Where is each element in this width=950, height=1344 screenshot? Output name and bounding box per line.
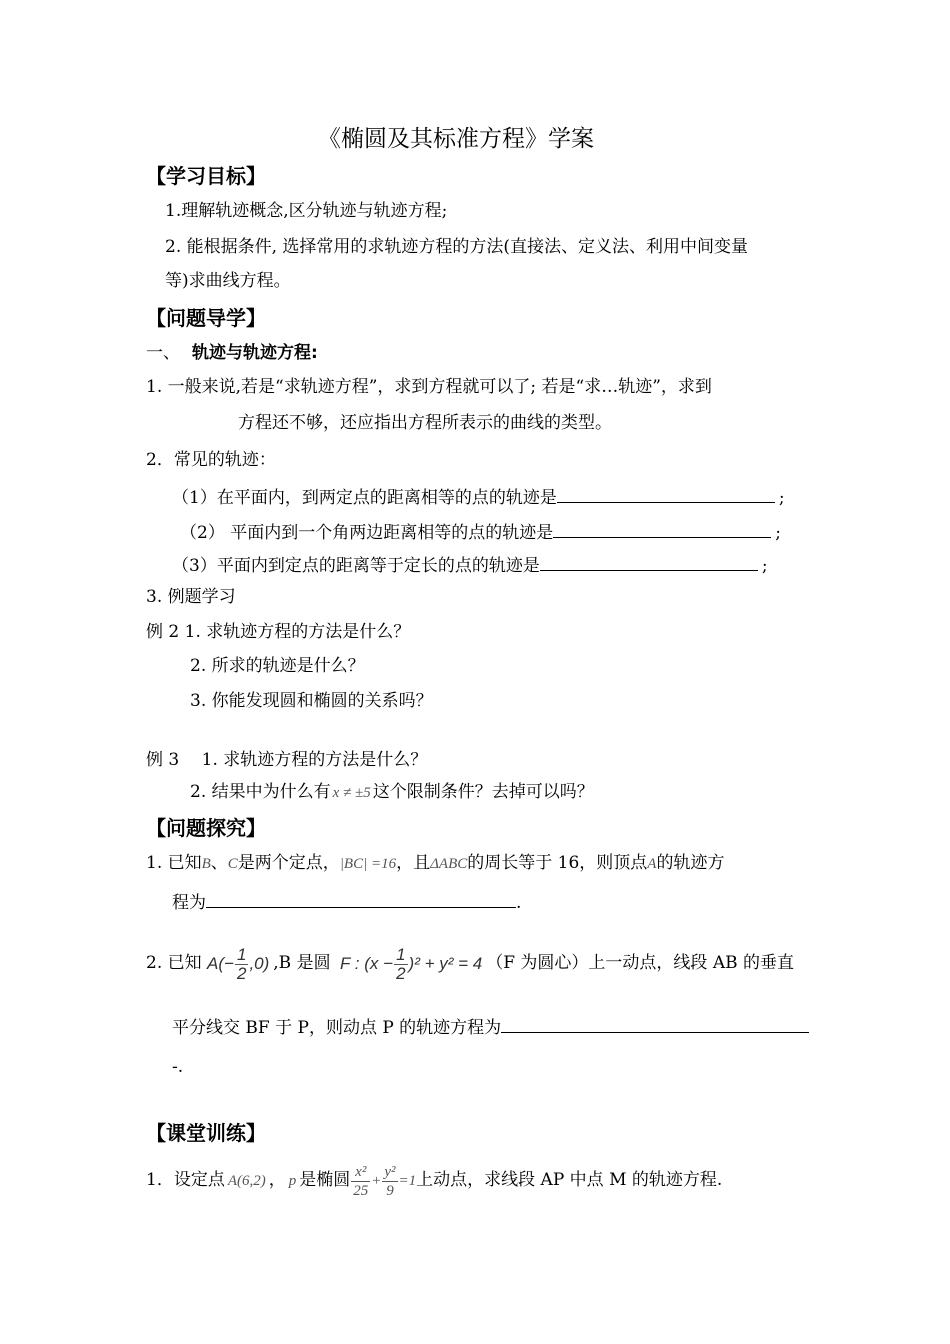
explore-question-2 xyxy=(146,943,794,984)
question-2 xyxy=(180,519,781,544)
math-condition: x ≠ ±5 xyxy=(332,785,371,801)
objective-item-2-line1: 2. 能根据条件, 选择常用的求轨迹方程的方法(直接法、定义法、利用中间变量 xyxy=(165,237,749,257)
fraction xyxy=(235,946,248,983)
question-2-text: （2） 平面内到一个角两边距离相等的点的轨迹是 xyxy=(180,523,554,543)
text: ， xyxy=(268,1170,286,1190)
math-p: p xyxy=(288,1173,297,1189)
answer-blank-1[interactable] xyxy=(557,484,775,503)
paragraph-1-line1: 1. 一般来说,若是“求轨迹方程”，求到方程就可以了; 若是“求…轨迹”，求到 xyxy=(146,377,712,397)
circle-F-formula xyxy=(340,944,482,984)
denominator: 2 xyxy=(236,963,247,983)
section-heading-practice: 【课堂训练】 xyxy=(146,1121,266,1145)
text: ,B 是圆 xyxy=(273,953,331,973)
fraction-x xyxy=(351,1163,370,1200)
example-2-q1: 例 2 1. 求轨迹方程的方法是什么？ xyxy=(146,622,411,642)
section-heading-guided: 【问题导学】 xyxy=(146,306,266,330)
period: . xyxy=(516,893,522,913)
equals: =1 xyxy=(398,1172,417,1189)
paragraph-2: 2．常见的轨迹： xyxy=(146,450,276,470)
math-point-A: A(6,2) xyxy=(227,1173,266,1189)
numerator: y² xyxy=(384,1163,396,1180)
semicolon: ; xyxy=(761,556,768,576)
text: 是两个定点， xyxy=(237,853,340,873)
ellipse-formula xyxy=(350,1159,416,1203)
plus: + xyxy=(371,1172,382,1189)
math-bc: |BC| =16 xyxy=(339,856,397,872)
text: 2. 已知 xyxy=(146,953,202,973)
math-A: A xyxy=(647,856,657,872)
point-A-formula xyxy=(207,944,269,984)
fraction-y xyxy=(382,1163,397,1200)
numerator: 1 xyxy=(396,944,406,964)
fraction xyxy=(394,946,407,983)
denominator: 9 xyxy=(386,1182,394,1199)
objective-item-2-line2: 等)求曲线方程。 xyxy=(165,271,291,291)
denominator: 25 xyxy=(353,1182,369,1199)
text: （F 为圆心）上一动点，线段 AB 的垂直 xyxy=(486,953,794,973)
semicolon: ; xyxy=(775,523,781,543)
denominator: 2 xyxy=(396,963,406,983)
subsection-number: 一、 xyxy=(146,343,180,363)
answer-blank-2[interactable] xyxy=(553,519,771,538)
section-heading-objectives: 【学习目标】 xyxy=(146,164,266,188)
numerator: 1 xyxy=(236,944,247,964)
example-2-q2: 2. 所求的轨迹是什么？ xyxy=(190,656,365,676)
answer-blank-4[interactable] xyxy=(206,889,516,908)
text: ，且 xyxy=(396,853,431,873)
objective-item-1: 1.理解轨迹概念,区分轨迹与轨迹方程; xyxy=(165,201,448,221)
subsection-title: 轨迹与轨迹方程: xyxy=(192,343,318,363)
text: A(− xyxy=(207,953,234,973)
example-3-q1: 例 3 1. 求轨迹方程的方法是什么？ xyxy=(146,750,428,770)
question-3-text: （3）平面内到定点的距离等于定长的点的轨迹是 xyxy=(172,556,540,576)
text: F : (x − xyxy=(340,953,394,973)
semicolon: ; xyxy=(778,488,785,508)
example-3-q2-text-b: 这个限制条件？去掉可以吗？ xyxy=(372,782,594,802)
text: )² + y² = 4 xyxy=(408,953,483,973)
paragraph-1-line2: 方程还不够，还应指出方程所表示的曲线的类型。 xyxy=(238,413,612,433)
example-3-q2-text-a: 2. 结果中为什么有 xyxy=(190,782,331,802)
question-1 xyxy=(172,484,785,509)
numerator: x² xyxy=(351,1163,370,1182)
text: 的周长等于 16，则顶点 xyxy=(467,853,648,873)
section-heading-explore: 【问题探究】 xyxy=(146,816,266,840)
explore-question-1-line2 xyxy=(172,889,521,914)
text: 1．设定点 xyxy=(146,1170,225,1190)
text: ,0) xyxy=(249,953,270,973)
text: 上动点，求线段 AP 中点 M 的轨迹方程. xyxy=(416,1170,723,1190)
text: 的轨迹方 xyxy=(656,853,725,873)
explore-question-1 xyxy=(146,852,724,875)
explore-question-2-line2 xyxy=(172,1014,809,1039)
example-2-q3: 3. 你能发现圆和椭圆的关系吗？ xyxy=(190,691,433,711)
explore-question-2-line3: -. xyxy=(172,1057,184,1077)
text: 、 xyxy=(210,853,228,873)
question-3 xyxy=(172,552,768,577)
math-triangle: ΔABC xyxy=(430,856,468,872)
answer-blank-5[interactable] xyxy=(501,1014,809,1033)
answer-blank-3[interactable] xyxy=(540,552,758,571)
example-3-q2 xyxy=(190,781,594,804)
text: 程为 xyxy=(172,893,206,913)
math-C: C xyxy=(227,856,238,872)
page-title: 《椭圆及其标准方程》学案 xyxy=(318,126,594,152)
paragraph-3: 3. 例题学习 xyxy=(146,587,236,607)
question-1-text: （1）在平面内，到两定点的距离相等的点的轨迹是 xyxy=(172,488,557,508)
practice-question-1 xyxy=(146,1158,722,1203)
text: 平分线交 BF 于 P，则动点 P 的轨迹方程为 xyxy=(172,1018,502,1038)
text: 1. 已知 xyxy=(146,853,202,873)
math-B: B xyxy=(201,856,211,872)
text: 是椭圆 xyxy=(299,1170,351,1190)
